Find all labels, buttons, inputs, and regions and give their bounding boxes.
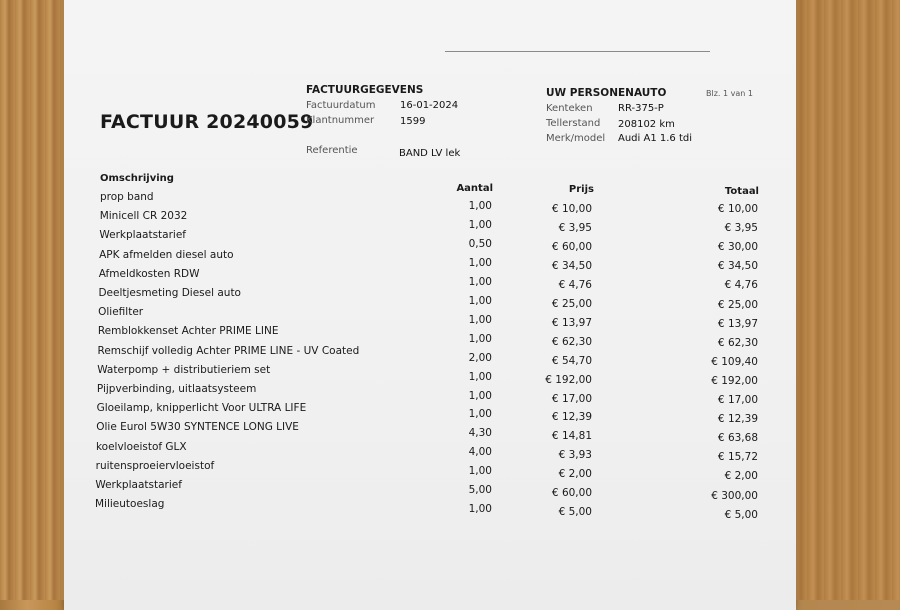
- line-total: € 63,68: [717, 432, 758, 445]
- line-total: € 12,39: [717, 413, 758, 426]
- line-description: Milieutoeslag: [95, 498, 165, 511]
- line-price: € 3,93: [558, 449, 592, 462]
- line-total: € 300,00: [711, 489, 758, 502]
- line-price: € 192,00: [545, 373, 592, 386]
- line-total: € 10,00: [717, 203, 758, 215]
- column-header-description: Omschrijving: [100, 173, 174, 184]
- line-price: € 5,00: [558, 506, 592, 519]
- line-description: Afmeldkosten RDW: [98, 267, 200, 280]
- wood-background-right: [790, 0, 900, 600]
- wood-background-left: [0, 0, 70, 600]
- invoice-date-value: 16-01-2024: [400, 100, 459, 111]
- line-quantity: 1,00: [468, 294, 492, 307]
- reference-value: BAND LV lek: [399, 148, 461, 159]
- line-total: € 3,95: [724, 222, 758, 235]
- line-price: € 2,00: [558, 468, 592, 481]
- customer-number-label: Klantnummer: [306, 115, 375, 126]
- line-price: € 54,70: [551, 354, 592, 367]
- line-description: Olie Eurol 5W30 SYNTENCE LONG LIVE: [96, 421, 299, 434]
- odometer-label: Tellerstand: [546, 118, 601, 129]
- line-quantity: 4,30: [468, 427, 492, 440]
- odometer-value: 208102 km: [618, 119, 675, 130]
- line-description: Gloeilamp, knipperlicht Voor ULTRA LIFE: [96, 402, 307, 415]
- invoice-title: FACTUUR 20240059: [100, 111, 314, 133]
- line-description: Werkplaatstarief: [95, 479, 182, 491]
- line-description: Remschijf volledig Achter PRIME LINE - UV Coated: [97, 344, 360, 357]
- line-quantity: 1,00: [468, 218, 492, 231]
- line-total: € 192,00: [711, 374, 758, 387]
- line-price: € 17,00: [551, 392, 592, 405]
- line-quantity: 1,00: [468, 313, 492, 326]
- line-price: € 12,39: [551, 411, 592, 424]
- line-quantity: 1,00: [468, 256, 492, 269]
- page-number: Blz. 1 van 1: [706, 89, 753, 98]
- line-total: € 30,00: [717, 241, 758, 254]
- line-quantity: 4,00: [468, 446, 492, 459]
- model-label: Merk/model: [546, 133, 606, 144]
- line-total: € 13,97: [717, 317, 758, 330]
- model-value: Audi A1 1.6 tdi: [618, 133, 692, 144]
- line-price: € 3,95: [558, 221, 592, 234]
- line-price: € 10,00: [551, 203, 592, 215]
- column-header-price: Prijs: [568, 184, 594, 195]
- license-plate-label: Kenteken: [546, 103, 593, 114]
- line-description: Remblokkenset Achter PRIME LINE: [97, 325, 279, 338]
- line-price: € 60,00: [551, 487, 592, 500]
- line-quantity: 2,00: [468, 351, 492, 364]
- line-quantity: 5,00: [468, 484, 492, 497]
- line-quantity: 1,00: [468, 408, 492, 421]
- line-quantity: 0,50: [468, 237, 492, 250]
- line-quantity: 1,00: [468, 275, 492, 288]
- invoice-date-label: Factuurdatum: [306, 100, 376, 111]
- line-description: Werkplaatstarief: [99, 229, 186, 242]
- line-price: € 34,50: [551, 259, 592, 272]
- line-price: € 60,00: [551, 240, 592, 253]
- column-header-total: Totaal: [724, 186, 759, 197]
- line-description: Pijpverbinding, uitlaatsysteem: [96, 383, 257, 395]
- line-price: € 62,30: [551, 335, 592, 348]
- line-total: € 17,00: [717, 394, 758, 406]
- line-total: € 25,00: [717, 298, 758, 311]
- column-header-quantity: Aantal: [456, 183, 493, 194]
- line-total: € 34,50: [717, 260, 758, 273]
- license-plate-value: RR-375-P: [618, 103, 664, 114]
- line-description: ruitensproeiervloeistof: [95, 459, 215, 472]
- line-description: Waterpomp + distributieriem set: [97, 363, 271, 376]
- line-total: € 15,72: [717, 451, 758, 464]
- vehicle-heading: UW PERSONENAUTO: [546, 87, 667, 99]
- line-description: APK afmelden diesel auto: [99, 248, 234, 261]
- line-price: € 14,81: [551, 430, 592, 443]
- line-total: € 62,30: [717, 336, 758, 349]
- line-quantity: 1,00: [468, 389, 492, 402]
- line-description: Oliefilter: [98, 306, 144, 319]
- line-quantity: 1,00: [468, 332, 492, 345]
- line-total: € 5,00: [724, 508, 758, 521]
- line-price: € 13,97: [551, 316, 592, 329]
- line-description: Minicell CR 2032: [99, 210, 188, 223]
- line-total: € 2,00: [724, 470, 758, 483]
- line-quantity: 1,00: [468, 200, 492, 212]
- customer-number-value: 1599: [400, 116, 426, 127]
- line-total: € 109,40: [711, 355, 758, 368]
- line-quantity: 1,00: [468, 465, 492, 478]
- line-description: prop band: [100, 191, 154, 203]
- invoice-details-heading: FACTUURGEGEVENS: [306, 84, 424, 96]
- line-price: € 4,76: [558, 278, 592, 291]
- line-price: € 25,00: [551, 297, 592, 310]
- line-quantity: 1,00: [468, 503, 492, 516]
- header-rule: [445, 51, 710, 52]
- line-total: € 4,76: [724, 279, 758, 292]
- reference-label: Referentie: [306, 145, 358, 156]
- line-quantity: 1,00: [468, 370, 492, 383]
- line-description: koelvloeistof GLX: [95, 440, 187, 453]
- line-description: Deeltjesmeting Diesel auto: [98, 287, 241, 299]
